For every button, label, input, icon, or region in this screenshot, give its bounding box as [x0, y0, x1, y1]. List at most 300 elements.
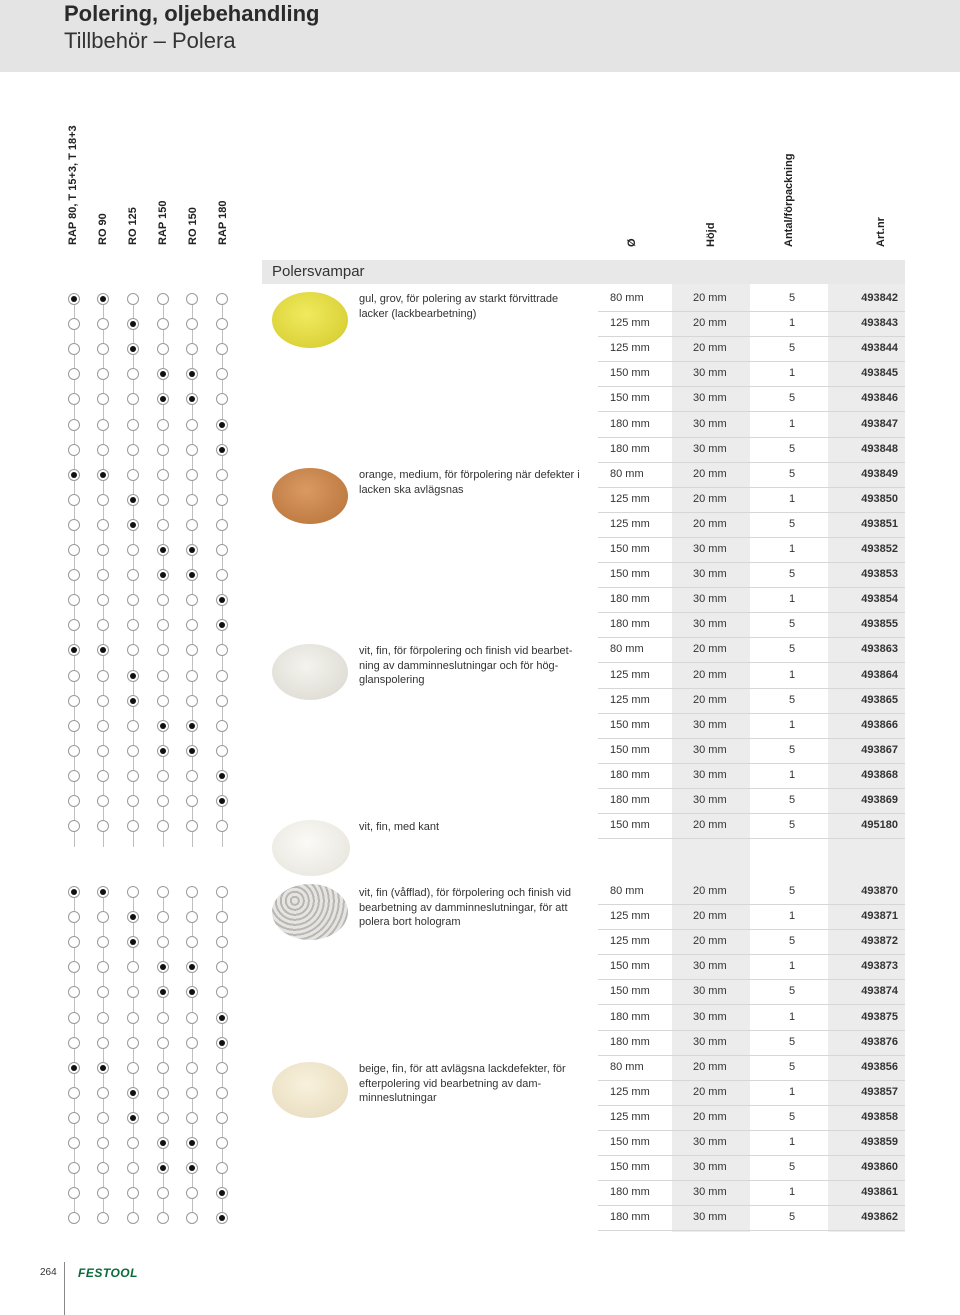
empty-dot	[186, 1212, 198, 1224]
art-number-cell: 493866	[861, 718, 898, 731]
compatible-dot	[97, 886, 109, 898]
row-divider	[598, 813, 905, 814]
festool-logo: FESTOOL	[78, 1266, 138, 1280]
empty-dot	[216, 393, 228, 405]
row-divider	[598, 512, 905, 513]
compatible-dot	[186, 569, 198, 581]
empty-dot	[186, 469, 198, 481]
qty-cell: 5	[789, 1060, 796, 1073]
height-cell: 30 mm	[693, 417, 727, 430]
height-cell: 20 mm	[693, 668, 727, 681]
empty-dot	[68, 1187, 80, 1199]
art-number-cell: 493844	[861, 342, 898, 355]
empty-dot	[97, 393, 109, 405]
row-divider	[598, 688, 905, 689]
empty-dot	[68, 770, 80, 782]
diameter-cell: 125 mm	[610, 342, 650, 355]
empty-dot	[97, 368, 109, 380]
row-divider	[598, 788, 905, 789]
diameter-cell: 125 mm	[610, 693, 650, 706]
header-qty: Antal/förpackning	[783, 153, 795, 247]
empty-dot	[186, 594, 198, 606]
empty-dot	[157, 519, 169, 531]
empty-dot	[186, 1187, 198, 1199]
empty-dot	[97, 544, 109, 556]
row-divider	[598, 411, 905, 412]
qty-cell: 5	[789, 292, 796, 304]
height-cell: 20 mm	[693, 292, 727, 304]
compatible-dot	[216, 594, 228, 606]
empty-dot	[127, 594, 139, 606]
empty-dot	[68, 795, 80, 807]
art-number-cell: 493863	[861, 643, 898, 656]
diameter-cell: 150 mm	[610, 985, 650, 998]
row-divider	[598, 562, 905, 563]
empty-dot	[186, 619, 198, 631]
empty-dot	[157, 911, 169, 923]
art-number-cell: 493858	[861, 1110, 898, 1123]
compatible-dot	[216, 1012, 228, 1024]
art-number-cell: 493874	[861, 985, 898, 998]
sponge-waffle-image	[272, 884, 348, 940]
art-number-cell: 493869	[861, 794, 898, 806]
compatible-dot	[127, 695, 139, 707]
empty-dot	[216, 343, 228, 355]
empty-dot	[216, 1162, 228, 1174]
diameter-cell: 180 mm	[610, 768, 650, 781]
qty-cell: 1	[789, 960, 796, 973]
diameter-cell: 150 mm	[610, 392, 650, 405]
compatible-dot	[97, 469, 109, 481]
page-number: 264	[40, 1267, 57, 1278]
diameter-cell: 150 mm	[610, 1161, 650, 1174]
art-number-cell: 493873	[861, 960, 898, 973]
empty-dot	[68, 444, 80, 456]
height-cell: 20 mm	[693, 342, 727, 355]
empty-dot	[127, 745, 139, 757]
empty-dot	[127, 469, 139, 481]
empty-dot	[97, 770, 109, 782]
empty-dot	[68, 670, 80, 682]
empty-dot	[216, 670, 228, 682]
height-cell: 20 mm	[693, 492, 727, 505]
empty-dot	[68, 745, 80, 757]
empty-dot	[157, 820, 169, 832]
empty-dot	[216, 469, 228, 481]
qty-cell: 5	[789, 442, 796, 455]
qty-cell: 1	[789, 768, 796, 781]
art-number-cell: 493857	[861, 1085, 898, 1098]
empty-dot	[216, 911, 228, 923]
empty-dot	[68, 1037, 80, 1049]
empty-dot	[68, 695, 80, 707]
compatible-dot	[97, 1062, 109, 1074]
compatible-dot	[216, 1187, 228, 1199]
qty-cell: 5	[789, 568, 796, 581]
compatible-dot	[127, 936, 139, 948]
art-number-cell: 493852	[861, 543, 898, 555]
product-description: beige, fin, för att avlägsna lackdefekter, för efterpolering vid bearbetning av dam-minneslutningar	[359, 1063, 566, 1104]
row-divider	[598, 1180, 905, 1181]
qty-cell: 5	[789, 985, 796, 998]
empty-dot	[186, 670, 198, 682]
sponge-white-edge-image	[272, 820, 350, 876]
diameter-cell: 150 mm	[610, 568, 650, 581]
art-number-cell: 493865	[861, 693, 898, 706]
compatible-dot	[186, 986, 198, 998]
diameter-cell: 125 mm	[610, 910, 650, 923]
row-divider	[598, 929, 905, 930]
empty-dot	[157, 444, 169, 456]
empty-dot	[97, 1112, 109, 1124]
empty-dot	[186, 1112, 198, 1124]
height-cell: 30 mm	[693, 794, 727, 806]
qty-cell: 5	[789, 618, 796, 631]
empty-dot	[97, 519, 109, 531]
empty-dot	[186, 795, 198, 807]
empty-dot	[127, 444, 139, 456]
height-cell: 20 mm	[693, 467, 727, 480]
diameter-cell: 125 mm	[610, 317, 650, 330]
diameter-cell: 180 mm	[610, 618, 650, 631]
empty-dot	[216, 695, 228, 707]
empty-dot	[157, 594, 169, 606]
diameter-cell: 80 mm	[610, 1060, 644, 1073]
empty-dot	[186, 644, 198, 656]
row-divider	[598, 612, 905, 613]
page-title: Polering, oljebehandling	[64, 1, 320, 26]
empty-dot	[216, 720, 228, 732]
empty-dot	[186, 1087, 198, 1099]
row-divider	[598, 838, 905, 839]
row-divider	[598, 462, 905, 463]
row-divider	[598, 904, 905, 905]
empty-dot	[127, 293, 139, 305]
empty-dot	[68, 820, 80, 832]
empty-dot	[186, 1012, 198, 1024]
empty-dot	[186, 911, 198, 923]
product-description: gul, grov, för polering av starkt förvittrade lacker (lackbearbetning)	[359, 293, 559, 320]
header-diameter: Ø	[626, 238, 638, 247]
empty-dot	[216, 519, 228, 531]
art-number-cell: 493864	[861, 668, 898, 681]
empty-dot	[68, 318, 80, 330]
empty-dot	[216, 986, 228, 998]
empty-dot	[216, 1137, 228, 1149]
empty-dot	[157, 695, 169, 707]
empty-dot	[216, 886, 228, 898]
art-number-cell: 493850	[861, 492, 898, 505]
compatible-dot	[186, 368, 198, 380]
row-divider	[598, 662, 905, 663]
empty-dot	[216, 293, 228, 305]
diameter-cell: 150 mm	[610, 743, 650, 756]
empty-dot	[157, 469, 169, 481]
qty-cell: 5	[789, 1110, 796, 1123]
qty-cell: 1	[789, 718, 796, 731]
empty-dot	[68, 936, 80, 948]
art-number-cell: 493870	[861, 885, 898, 897]
empty-dot	[216, 1062, 228, 1074]
row-divider	[598, 386, 905, 387]
empty-dot	[127, 986, 139, 998]
empty-dot	[127, 770, 139, 782]
compatible-dot	[157, 569, 169, 581]
diameter-cell: 150 mm	[610, 960, 650, 973]
diameter-cell: 125 mm	[610, 1110, 650, 1123]
qty-cell: 5	[789, 693, 796, 706]
qty-cell: 1	[789, 417, 796, 430]
row-divider	[598, 537, 905, 538]
compatible-dot	[216, 444, 228, 456]
height-cell: 30 mm	[693, 1136, 727, 1148]
empty-dot	[127, 569, 139, 581]
height-cell: 20 mm	[693, 935, 727, 948]
empty-dot	[68, 986, 80, 998]
compatible-dot	[127, 911, 139, 923]
product-description: vit, fin (våfflad), för förpolering och finish vid bearbetning av damminneslutningar, för att polera bort hologram	[359, 887, 571, 928]
header-height: Höjd	[705, 222, 717, 247]
empty-dot	[157, 1212, 169, 1224]
empty-dot	[127, 820, 139, 832]
compatible-dot	[127, 318, 139, 330]
height-cell: 20 mm	[693, 910, 727, 923]
qty-cell: 1	[789, 1186, 796, 1199]
height-cell: 20 mm	[693, 1085, 727, 1098]
compatible-dot	[216, 770, 228, 782]
empty-dot	[97, 720, 109, 732]
qty-cell: 1	[789, 543, 796, 555]
row-divider	[598, 1030, 905, 1031]
qty-cell: 5	[789, 392, 796, 405]
compatible-dot	[186, 745, 198, 757]
machine-col-rap80: RAP 80, T 15+3, T 18+3	[67, 125, 79, 245]
qty-cell: 1	[789, 492, 796, 505]
empty-dot	[157, 619, 169, 631]
art-number-cell: 493861	[861, 1186, 898, 1199]
diameter-cell: 150 mm	[610, 1136, 650, 1148]
art-number-cell: 493862	[861, 1211, 898, 1224]
compatible-dot	[186, 961, 198, 973]
qty-cell: 1	[789, 1136, 796, 1148]
empty-dot	[68, 1112, 80, 1124]
section-title: Polersvampar	[272, 263, 365, 280]
empty-dot	[157, 1062, 169, 1074]
empty-dot	[127, 795, 139, 807]
row-divider	[598, 361, 905, 362]
empty-dot	[127, 1037, 139, 1049]
diameter-cell: 180 mm	[610, 1010, 650, 1023]
art-number-cell: 493860	[861, 1161, 898, 1174]
diameter-cell: 80 mm	[610, 643, 644, 656]
product-description: orange, medium, för förpolering när defekter i lacken ska avlägsnas	[359, 469, 580, 496]
machine-col-rap150: RAP 150	[157, 200, 169, 245]
empty-dot	[127, 1012, 139, 1024]
empty-dot	[97, 1187, 109, 1199]
row-divider	[598, 1130, 905, 1131]
compatible-dot	[216, 619, 228, 631]
height-cell: 30 mm	[693, 1186, 727, 1199]
qty-cell: 5	[789, 885, 796, 897]
empty-dot	[186, 343, 198, 355]
empty-dot	[97, 745, 109, 757]
empty-dot	[216, 644, 228, 656]
empty-dot	[97, 695, 109, 707]
empty-dot	[216, 318, 228, 330]
empty-dot	[127, 961, 139, 973]
empty-dot	[68, 911, 80, 923]
art-number-cell: 493842	[861, 292, 898, 304]
art-number-cell: 493845	[861, 367, 898, 380]
qty-cell: 5	[789, 819, 796, 832]
compatible-dot	[216, 1212, 228, 1224]
empty-dot	[97, 1037, 109, 1049]
empty-dot	[127, 393, 139, 405]
height-cell: 30 mm	[693, 543, 727, 555]
empty-dot	[216, 936, 228, 948]
diameter-cell: 80 mm	[610, 885, 644, 897]
footer-divider	[64, 1262, 65, 1315]
height-cell: 30 mm	[693, 367, 727, 380]
art-number-cell: 493872	[861, 935, 898, 948]
row-divider	[598, 713, 905, 714]
row-divider	[598, 1080, 905, 1081]
row-divider	[598, 1230, 905, 1231]
qty-cell: 5	[789, 467, 796, 480]
empty-dot	[186, 318, 198, 330]
art-number-cell: 493859	[861, 1136, 898, 1148]
art-number-cell: 493876	[861, 1035, 898, 1048]
height-cell: 30 mm	[693, 768, 727, 781]
qty-cell: 1	[789, 668, 796, 681]
compatible-dot	[186, 393, 198, 405]
empty-dot	[186, 444, 198, 456]
empty-dot	[216, 820, 228, 832]
row-divider	[598, 311, 905, 312]
empty-dot	[157, 1037, 169, 1049]
empty-dot	[186, 1037, 198, 1049]
compatible-dot	[157, 368, 169, 380]
empty-dot	[216, 494, 228, 506]
art-number-cell: 493848	[861, 442, 898, 455]
empty-dot	[127, 644, 139, 656]
empty-dot	[157, 1012, 169, 1024]
header-art: Art.nr	[875, 217, 887, 247]
empty-dot	[127, 544, 139, 556]
height-cell: 30 mm	[693, 442, 727, 455]
empty-dot	[127, 1062, 139, 1074]
machine-col-ro125: RO 125	[127, 207, 139, 245]
qty-cell: 5	[789, 794, 796, 806]
empty-dot	[68, 544, 80, 556]
qty-cell: 5	[789, 517, 796, 530]
qty-cell: 1	[789, 910, 796, 923]
section-header	[262, 260, 905, 284]
empty-dot	[68, 1162, 80, 1174]
height-cell: 20 mm	[693, 819, 727, 832]
page-subtitle: Tillbehör – Polera	[64, 28, 236, 53]
compatible-dot	[157, 393, 169, 405]
art-number-cell: 493867	[861, 743, 898, 756]
qty-cell: 1	[789, 317, 796, 330]
row-divider	[598, 1205, 905, 1206]
empty-dot	[97, 795, 109, 807]
art-number-cell: 493868	[861, 768, 898, 781]
empty-dot	[97, 1212, 109, 1224]
qty-cell: 5	[789, 743, 796, 756]
compatible-dot	[127, 670, 139, 682]
qty-cell: 1	[789, 367, 796, 380]
compatible-dot	[68, 293, 80, 305]
compatible-dot	[127, 1087, 139, 1099]
row-divider	[598, 738, 905, 739]
compatible-dot	[186, 1162, 198, 1174]
diameter-cell: 150 mm	[610, 718, 650, 731]
empty-dot	[68, 961, 80, 973]
row-divider	[598, 763, 905, 764]
empty-dot	[97, 936, 109, 948]
row-divider	[598, 437, 905, 438]
empty-dot	[157, 936, 169, 948]
compatible-dot	[157, 961, 169, 973]
height-cell: 20 mm	[693, 1110, 727, 1123]
empty-dot	[68, 368, 80, 380]
empty-dot	[97, 820, 109, 832]
qty-cell: 5	[789, 935, 796, 948]
empty-dot	[68, 519, 80, 531]
sponge-orange-image	[272, 468, 348, 524]
empty-dot	[127, 1162, 139, 1174]
empty-dot	[157, 644, 169, 656]
compatible-dot	[127, 494, 139, 506]
qty-cell: 1	[789, 1085, 796, 1098]
diameter-cell: 180 mm	[610, 593, 650, 606]
compatible-dot	[186, 720, 198, 732]
row-divider	[598, 487, 905, 488]
empty-dot	[68, 1012, 80, 1024]
empty-dot	[127, 886, 139, 898]
diameter-cell: 180 mm	[610, 1035, 650, 1048]
empty-dot	[97, 1162, 109, 1174]
art-number-cell: 493855	[861, 618, 898, 631]
empty-dot	[68, 494, 80, 506]
empty-dot	[127, 720, 139, 732]
empty-dot	[216, 368, 228, 380]
row-divider	[598, 637, 905, 638]
row-divider	[598, 979, 905, 980]
art-number-cell: 493846	[861, 392, 898, 405]
art-number-cell: 493849	[861, 467, 898, 480]
compatible-dot	[157, 1162, 169, 1174]
empty-dot	[68, 343, 80, 355]
diameter-cell: 180 mm	[610, 1211, 650, 1224]
art-number-cell: 493871	[861, 910, 898, 923]
product-description: vit, fin, med kant	[359, 821, 440, 833]
empty-dot	[157, 318, 169, 330]
empty-dot	[186, 419, 198, 431]
empty-dot	[97, 1087, 109, 1099]
empty-dot	[97, 594, 109, 606]
sponge-beige-image	[272, 1062, 348, 1118]
row-divider	[598, 1105, 905, 1106]
diameter-cell: 180 mm	[610, 442, 650, 455]
diameter-cell: 180 mm	[610, 417, 650, 430]
compatible-dot	[157, 720, 169, 732]
compatible-dot	[68, 886, 80, 898]
empty-dot	[157, 886, 169, 898]
diameter-cell: 125 mm	[610, 492, 650, 505]
empty-dot	[157, 770, 169, 782]
